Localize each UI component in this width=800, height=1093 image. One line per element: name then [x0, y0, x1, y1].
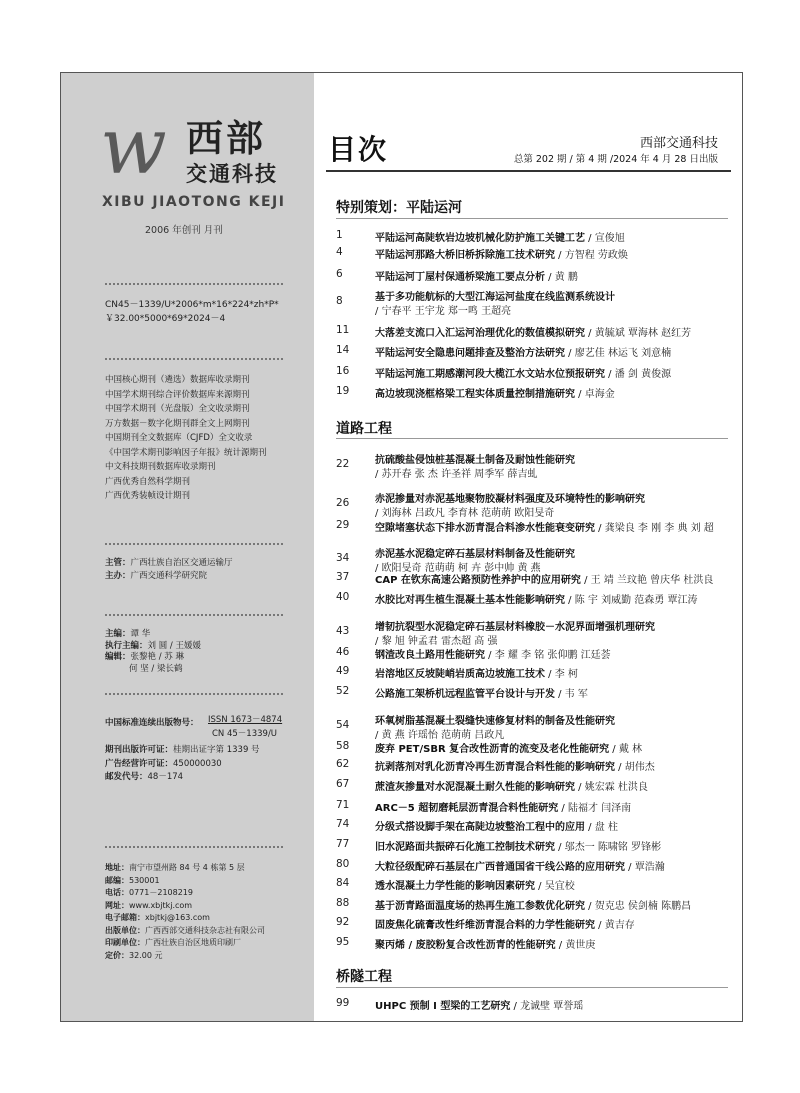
article-authors: 方智程 劳政焕 — [564, 250, 628, 261]
page-number: 67 — [336, 778, 350, 790]
indexing-item: 中文科技期刊数据库收录期刊 — [105, 462, 216, 472]
section-rule — [336, 218, 728, 219]
author-separator: / — [535, 881, 545, 892]
page-number: 11 — [336, 324, 350, 336]
dotted-divider — [105, 543, 283, 545]
page-number: 46 — [336, 646, 350, 658]
author-separator: / — [510, 1001, 521, 1012]
page-number: 80 — [336, 858, 350, 870]
article-authors: 廖艺佳 林运飞 刘意楠 — [574, 348, 672, 359]
article-title[interactable]: 大落差支流口入汇运河治理优化的数值模拟研究 — [375, 328, 585, 339]
article-title[interactable]: 平陆运河高陡软岩边坡机械化防护施工关键工艺 — [375, 233, 585, 244]
article-authors: 戴 林 — [618, 744, 643, 755]
page-number: 54 — [336, 719, 350, 731]
indexing-item: 万方数据－数字化期刊群全文上网期刊 — [105, 418, 250, 429]
page-number: 88 — [336, 897, 350, 909]
page-number: 26 — [336, 497, 350, 509]
article-authors: 李 柯 — [554, 669, 578, 680]
article-title[interactable]: 抗硫酸盐侵蚀桩基混凝土制备及耐蚀性能研究 — [375, 455, 575, 466]
ad-permit-label: 广告经营许可证： — [105, 758, 174, 769]
article-authors: 陆福才 闫泽南 — [567, 803, 632, 814]
article-title[interactable]: 赤泥基水泥稳定碎石基层材料制备及性能研究 — [375, 549, 575, 560]
page-number: 6 — [336, 268, 343, 280]
page-number: 22 — [336, 458, 350, 470]
page-number: 92 — [336, 916, 350, 928]
article-title[interactable]: 抗剥落剂对乳化沥青冷再生沥青混合料性能的影响研究 — [375, 762, 615, 773]
email-link[interactable]: xbjtkj@163.com — [145, 913, 210, 922]
section-heading: 桥隧工程 — [336, 969, 392, 985]
article-authors: 苏开春 张 杰 许圣祥 周季军 薛吉虬 — [381, 469, 538, 480]
author-separator: / — [375, 636, 382, 647]
article-authors: 姚宏霖 杜洪良 — [584, 782, 648, 793]
indexing-item: 中国学术期刊（光盘版）全文收录期刊 — [105, 404, 250, 414]
chief-editor: 谭 华 — [130, 629, 151, 639]
article-authors: 欧阳旻奇 范萌萌 柯 卉 彭中帅 黄 燕 — [381, 563, 541, 574]
author-separator: / — [595, 920, 605, 931]
code-line: ￥32.00*5000*69*2024－4 — [105, 314, 226, 324]
page-title: 目次 — [328, 133, 389, 166]
article-title[interactable]: 废弃 PET/SBR 复合改性沥青的流变及老化性能研究 — [375, 744, 610, 755]
article-authors: 潘 剑 黄俊源 — [614, 369, 672, 380]
page-number: 84 — [336, 877, 350, 889]
publisher: 广西西部交通科技杂志社有限公司 — [145, 925, 265, 935]
dotted-divider — [105, 614, 283, 616]
author-separator: / — [555, 250, 565, 261]
author-separator: / — [375, 469, 382, 480]
article-title[interactable]: 平陆运河施工期感潮河段大榄江水文站水位预报研究 — [375, 369, 605, 380]
indexing-item: 广西优秀自然科学期刊 — [105, 476, 191, 487]
journal-name-line2: 交通科技 — [186, 162, 278, 186]
article-title[interactable]: 平陆运河那路大桥旧桥拆除施工技术研究 — [375, 250, 555, 261]
page-number: 43 — [336, 625, 350, 637]
article-authors: 刘海林 吕政凡 李育林 范萌萌 欧阳旻奇 — [381, 508, 555, 519]
author-separator: / — [375, 306, 382, 317]
article-authors: 盘 柱 — [594, 822, 618, 833]
article-authors: 黄 鹏 — [554, 272, 578, 283]
article-authors: 黄吉存 — [604, 920, 635, 931]
article-title[interactable]: ARC－5 超韧磨耗层沥青混合料性能研究 — [375, 803, 559, 814]
article-authors: 龚梁良 李 刚 李 典 刘 超 — [604, 523, 714, 534]
dotted-divider — [105, 846, 283, 848]
author-separator: / — [585, 901, 595, 912]
author-separator: / — [555, 940, 566, 951]
phone-label: 电话： — [105, 888, 129, 897]
indexing-item: 中国核心期刊（遴选）数据库收录期刊 — [105, 375, 250, 385]
article-authors: 吴宜校 — [544, 881, 575, 892]
issn-label: 中国标准连续出版物号： — [105, 718, 199, 728]
postal-code: 48－174 — [147, 772, 184, 782]
cn-number: CN 45－1339/U — [212, 729, 278, 739]
founded-info: 2006 年创刊 月刊 — [145, 225, 223, 236]
page-number: 8 — [336, 295, 343, 307]
article-authors: 胡伟杰 — [624, 762, 655, 773]
article-authors: 贺克忠 侯剑楠 陈鹏昌 — [594, 901, 692, 912]
article-title[interactable]: UHPC 预制 I 型梁的工艺研究 — [375, 1001, 511, 1012]
indexing-list — [105, 373, 267, 504]
indexing-item: 中国学术期刊综合评价数据库来源期刊 — [105, 389, 250, 400]
journal-logo-mark: w — [100, 102, 167, 192]
author-separator: / — [609, 744, 619, 755]
zip: 530001 — [129, 875, 160, 885]
article-title[interactable]: 平陆运河安全隐患问题排查及整治方法研究 — [375, 348, 565, 359]
article-authors: 韦 军 — [564, 689, 588, 700]
permit-label: 期刊出版许可证： — [105, 745, 174, 755]
author-separator: / — [625, 862, 635, 873]
author-separator: / — [565, 348, 575, 359]
journal-name-line1: 西部 — [186, 117, 266, 160]
permit-info — [105, 744, 260, 785]
article-title[interactable]: 水胶比对再生植生混凝土基本性能影响研究 — [375, 595, 565, 606]
page-number: 29 — [336, 519, 350, 531]
author-separator: / — [375, 563, 382, 574]
sponsor-info — [105, 557, 233, 584]
chief-editor-label: 主编： — [105, 629, 131, 639]
postal-code-label: 邮发代号： — [105, 772, 148, 782]
article-title[interactable]: 赤泥掺量对赤泥基地聚物胶凝材料强度及环境特性的影响研究 — [375, 494, 645, 505]
author-separator: / — [565, 595, 575, 606]
editors: 张黎艳 / 苏 琳 — [130, 652, 184, 662]
journal-codes — [105, 298, 279, 326]
author-separator: / — [595, 523, 605, 534]
article-title[interactable]: 基于沥青路面温度场的热再生施工参数优化研究 — [375, 901, 585, 912]
printer: 广西壮族自治区地质印刷厂 — [145, 938, 241, 947]
page-number: 16 — [336, 365, 350, 377]
phone: 0771－2108219 — [129, 888, 193, 897]
article-title[interactable]: 基于多功能航标的大型江海运河盐度在线监测系统设计 — [375, 292, 615, 303]
zip-label: 邮编： — [105, 875, 129, 885]
author-separator: / — [555, 689, 565, 700]
organizer: 广西交通科学研究院 — [130, 571, 208, 582]
author-separator: / — [545, 272, 555, 283]
article-title[interactable]: CAP 在钦东高速公路预防性养护中的应用研究 — [375, 575, 581, 586]
author-separator: / — [585, 822, 595, 833]
article-title[interactable]: 透水混凝土力学性能的影响因素研究 — [375, 881, 535, 892]
article-authors: 黄世庚 — [565, 940, 596, 951]
article-authors: 陈 宇 刘威勤 范森勇 覃江涛 — [574, 595, 698, 606]
article-title[interactable]: 空隙堵塞状态下排水沥青混合料渗水性能衰变研究 — [375, 523, 595, 534]
author-separator: / — [555, 842, 565, 853]
article-title[interactable]: 大粒径级配碎石基层在广西普通国省干线公路的应用研究 — [375, 862, 625, 873]
editor-info — [105, 629, 201, 675]
dotted-divider — [105, 358, 283, 360]
indexing-item: 广西优秀装帧设计期刊 — [105, 491, 191, 501]
editors-label: 编辑： — [105, 652, 131, 662]
article-title[interactable]: 岩溶地区反坡陡峭岩质高边坡施工技术 — [375, 669, 545, 680]
section-rule — [336, 438, 728, 439]
page-number: 62 — [336, 758, 350, 770]
author-separator: / — [585, 328, 595, 339]
article-title[interactable]: 平陆运河丁屋村保通桥梁施工要点分析 — [375, 272, 545, 283]
author-separator: / — [375, 730, 382, 741]
article-title[interactable]: 钢渣改良土路用性能研究 — [375, 650, 485, 661]
article-title[interactable]: 增韧抗裂型水泥稳定碎石基层材料橡胶－水泥界面增强机理研究 — [375, 622, 655, 633]
author-separator: / — [580, 575, 591, 586]
indexing-item: 《中国学术期刊影响因子年报》统计源期刊 — [105, 447, 267, 458]
page-number: 77 — [336, 838, 350, 850]
page-number: 4 — [336, 246, 343, 258]
article-authors: 黄 燕 许瑶怡 范萌萌 吕政凡 — [381, 730, 505, 741]
website-label: 网址： — [105, 900, 129, 910]
article-authors: 宁春平 王宇龙 郑一鸣 王超亮 — [381, 306, 512, 317]
author-separator: / — [485, 650, 495, 661]
article-title[interactable]: 固废焦化硫膏改性纤维沥青混合料的力学性能研究 — [375, 920, 595, 931]
publisher-label: 出版单位： — [105, 925, 145, 935]
article-authors: 邬杰一 陈啸铭 罗锋彬 — [564, 842, 662, 853]
article-title[interactable]: 旧水泥路面共振碎石化施工控制技术研究 — [375, 842, 555, 853]
article-authors: 黄毓斌 覃海林 赵红芳 — [594, 328, 692, 339]
page-number: 37 — [336, 571, 350, 583]
page-number: 95 — [336, 936, 350, 948]
author-separator: / — [375, 508, 382, 519]
permit: 桂期出证字第 1339 号 — [173, 745, 260, 755]
page-number: 49 — [336, 665, 350, 677]
page-number: 71 — [336, 799, 350, 811]
section-heading: 道路工程 — [336, 421, 392, 437]
page-number: 52 — [336, 685, 350, 697]
author-separator: / — [575, 782, 585, 793]
page-number: 1 — [336, 229, 343, 241]
dotted-divider — [105, 283, 283, 285]
article-authors: 覃浩瀚 — [634, 862, 665, 873]
author-separator: / — [558, 803, 568, 814]
address-label: 地址： — [105, 863, 129, 872]
article-title[interactable]: 聚丙烯 / 废胶粉复合改性沥青的性能研究 — [375, 940, 556, 951]
section-heading: 特别策划：平陆运河 — [336, 200, 462, 216]
article-authors: 李 耀 李 铭 张仰鹏 江廷荟 — [494, 650, 611, 661]
article-title[interactable]: 分级式搭设脚手架在高陡边坡整治工程中的应用 — [375, 822, 585, 833]
exec-editor-label: 执行主编： — [105, 640, 148, 651]
supervisor: 广西壮族自治区交通运输厅 — [130, 558, 233, 568]
issue-info: 总第 202 期 / 第 4 期 /2024 年 4 月 28 日出版 — [513, 154, 718, 165]
price: 32.00 元 — [129, 950, 163, 960]
article-authors: 王 靖 兰玟艳 曾庆华 杜洪良 — [590, 575, 714, 586]
journal-name: 西部交通科技 — [639, 136, 718, 151]
dotted-divider — [105, 693, 283, 695]
article-authors: 黎 旭 钟孟君 雷杰超 高 强 — [381, 636, 498, 647]
article-title[interactable]: 高边坡现浇框格梁工程实体质量控制措施研究 — [375, 389, 575, 400]
address: 南宁市望州路 84 号 4 栋第 5 层 — [129, 863, 245, 872]
author-separator: / — [575, 389, 585, 400]
author-separator: / — [615, 762, 625, 773]
issn-number: ISSN 1673－4874 — [208, 715, 283, 725]
price-label: 定价： — [105, 950, 129, 960]
article-title[interactable]: 环氧树脂基混凝土裂缝快速修复材料的制备及性能研究 — [375, 716, 615, 727]
exec-editor: 刘 圆 / 王媛媛 — [147, 640, 201, 651]
website-link[interactable]: www.xbjtkj.com — [129, 900, 193, 910]
organizer-label: 主办： — [105, 571, 131, 582]
page-number: 99 — [336, 997, 350, 1009]
article-authors: 卓海金 — [584, 389, 615, 400]
article-title[interactable]: 蔗渣灰掺量对水泥混凝土耐久性能的影响研究 — [375, 782, 575, 793]
supervisor-label: 主管： — [105, 558, 131, 568]
author-separator: / — [585, 233, 595, 244]
section-rule — [336, 987, 728, 988]
page-number: 58 — [336, 740, 350, 752]
editors: 何 坚 / 梁长鹤 — [129, 663, 183, 674]
article-authors: 龙诚壁 覃誉瑶 — [520, 1001, 584, 1012]
email-label: 电子邮箱： — [105, 913, 145, 922]
page-number: 14 — [336, 344, 350, 356]
header-rule — [326, 170, 731, 172]
article-authors: 宣俊旭 — [594, 233, 625, 244]
author-separator: / — [545, 669, 555, 680]
author-separator: / — [605, 369, 615, 380]
code-line: CN45－1339/U*2006*m*16*224*zh*P* — [105, 300, 279, 310]
printer-label: 印刷单位： — [105, 938, 145, 947]
page-number: 74 — [336, 818, 350, 830]
page-number: 19 — [336, 385, 350, 397]
page-number: 40 — [336, 591, 350, 603]
journal-pinyin: XIBU JIAOTONG KEJI — [102, 194, 286, 210]
contact-info — [105, 862, 265, 962]
article-title[interactable]: 公路施工架桥机远程监管平台设计与开发 — [375, 689, 555, 700]
ad-permit: 450000030 — [173, 758, 222, 769]
page-number: 34 — [336, 552, 350, 564]
indexing-item: 中国期刊全文数据库（CJFD）全文收录 — [105, 433, 253, 443]
